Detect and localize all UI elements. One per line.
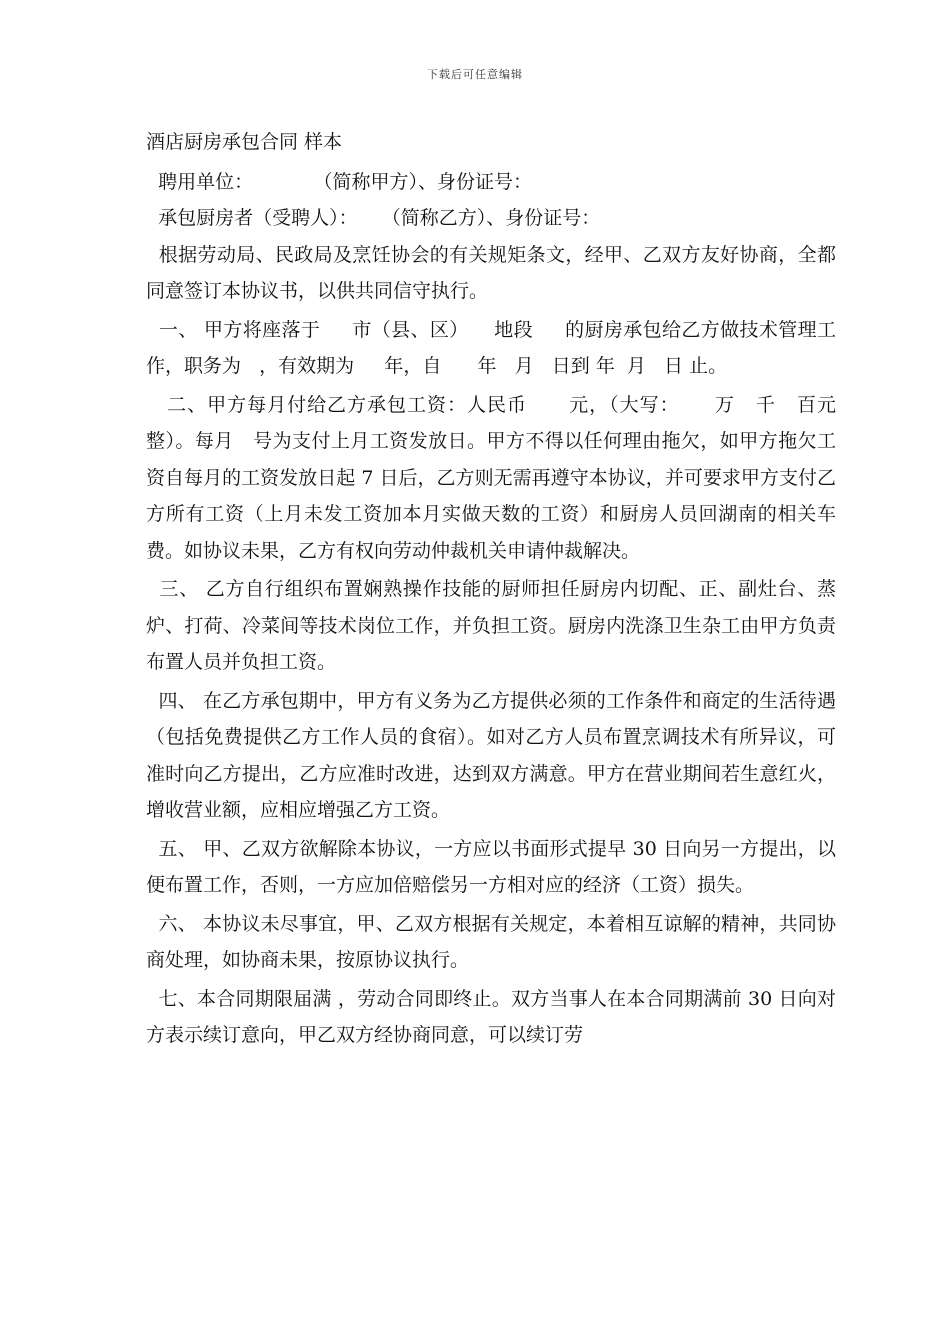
clause-1: 一、 甲方将座落于 市（县、区） 地段 的厨房承包给乙方做技术管理工作，职务为 ，有效期为 年，自 年 月 日到 年 月 日 止。	[146, 318, 836, 377]
document-body	[146, 124, 836, 1054]
clause-3: 三、 乙方自行组织布置娴熟操作技能的厨师担任厨房内切配、正、副灶台、蒸炉、打荷、冷菜间等技术岗位工作，并负担工资。厨房内洗涤卫生杂工由甲方负责布置人员并负担工资。	[146, 578, 836, 673]
party-b-line: 承包厨房者（受聘人）： （简称乙方）、身份证号：	[146, 207, 601, 229]
clause-2: 二、甲方每月付给乙方承包工资：人民币 元，（大写： 万 千 百元整）。每月 号为支付上月工资发放日。甲方不得以任何理由拖欠，如甲方拖欠工资自每月的工资发放日起 7 日后，乙方则无需再遵守本协议，并可要求甲方支付乙方所有工资（上月未发工资加本月实做天数的工资）和厨房人员回湖南的相关车费。如协议未果，乙方有权向劳动仲裁机关申请仲裁解决。	[146, 393, 836, 562]
clause-4: 四、 在乙方承包期中，甲方有义务为乙方提供必须的工作条件和商定的生活待遇（包括免费提供乙方工作人员的食宿）。如对乙方人员布置烹调技术有所异议，可准时向乙方提出，乙方应准时改进，达到双方满意。甲方在营业期间若生意红火，增收营业额，应相应增强乙方工资。	[146, 689, 836, 821]
party-a-line: 聘用单位： （简称甲方）、身份证号：	[146, 170, 532, 193]
document-title: 酒店厨房承包合同 样本	[146, 131, 343, 153]
header-note: 下载后可任意编辑	[427, 68, 523, 81]
intro-paragraph: 根据劳动局、民政局及烹饪协会的有关规矩条文，经甲、乙双方友好协商，全都同意签订本协议书，以供共同信守执行。	[146, 243, 836, 302]
clause-5: 五、 甲、乙双方欲解除本协议，一方应以书面形式提早 30 日向另一方提出，以便布置工作，否则，一方应加倍赔偿另一方相对应的经济（工资）损失。	[146, 837, 836, 896]
clause-6: 六、 本协议未尽事宜，甲、乙双方根据有关规定，本着相互谅解的精神，共同协商处理，如协商未果，按原协议执行。	[146, 912, 836, 971]
clause-7: 七、本合同期限届满 ，劳动合同即终止。双方当事人在本合同期满前 30 日向对方表示续订意向，甲乙双方经协商同意，可以续订劳	[146, 987, 836, 1046]
